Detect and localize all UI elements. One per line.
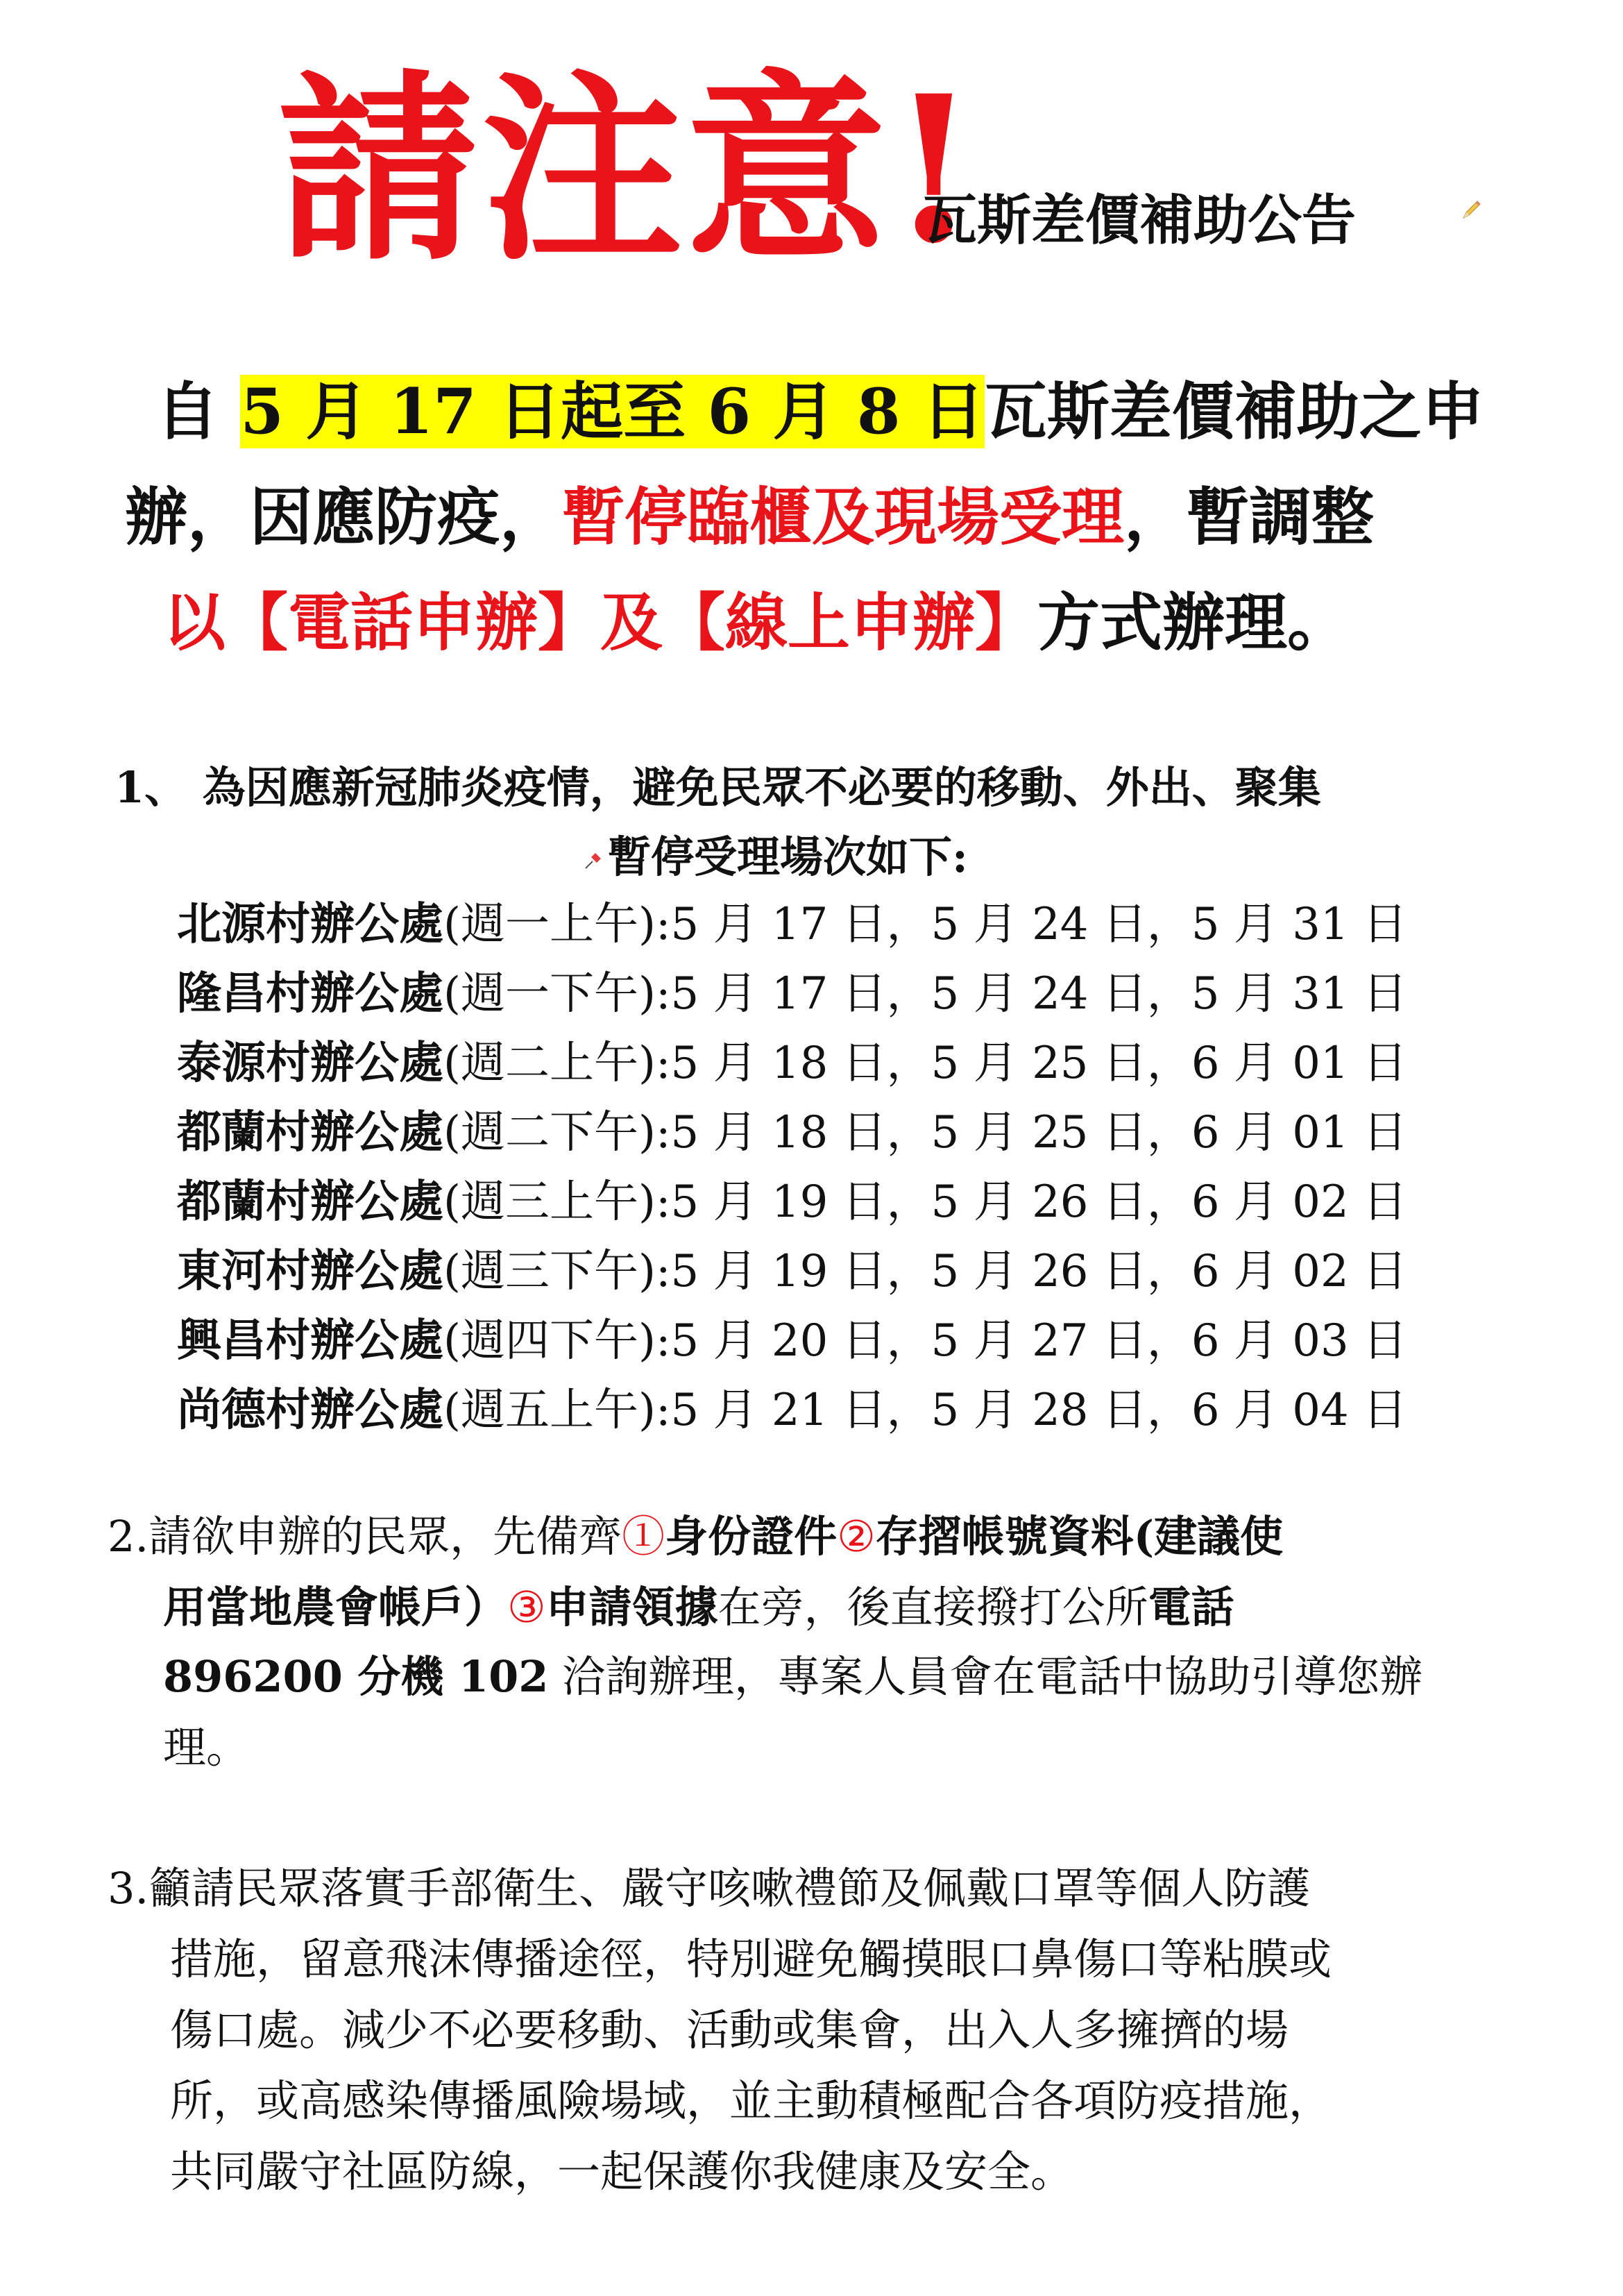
schedule-row <box>177 1306 1407 1376</box>
lead-line-1 <box>156 375 1484 448</box>
suspended-dates: :5 月 20 日，5 月 27 日，6 月 03 日 <box>655 1315 1408 1367</box>
time-slot: (週二上午) <box>443 1038 656 1089</box>
section-2-text: 在旁，後直接撥打公所 <box>717 1582 1148 1632</box>
office-name: 都蘭村辦公處 <box>177 1176 443 1228</box>
section-1-subheading <box>583 822 968 884</box>
suspended-dates: :5 月 19 日，5 月 26 日，6 月 02 日 <box>655 1176 1408 1228</box>
lead-suffix: ，暫調整 <box>1124 480 1374 554</box>
time-slot: (週一下午) <box>443 968 656 1020</box>
schedule-row <box>177 1376 1407 1445</box>
time-slot: (週三上午) <box>443 1176 656 1228</box>
office-name: 北源村辦公處 <box>177 898 443 950</box>
lead-suffix: 方式辦理。 <box>1037 586 1350 659</box>
lead-prefix: 辦，因應防疫， <box>125 480 562 554</box>
time-slot: (週四下午) <box>443 1315 656 1367</box>
item-id-card: 身份證件 <box>665 1511 838 1562</box>
suspended-dates: :5 月 18 日，5 月 25 日，6 月 01 日 <box>655 1107 1408 1158</box>
application-methods: 以【電話申辦】及【線上申辦】 <box>163 586 1037 659</box>
section-3-line-4: 所，或高感染傳播風險場域，並主動積極配合各項防疫措施， <box>170 2075 1332 2126</box>
circled-number-2: ② <box>837 1511 876 1562</box>
item-passbook-cont: 用當地農會帳戶） <box>163 1582 508 1632</box>
pencil-icon <box>1461 200 1481 221</box>
section-2-text: 2.請欲申辦的民眾，先備齊 <box>108 1511 622 1562</box>
suspension-notice: 暫停臨櫃及現場受理 <box>562 480 1124 554</box>
time-slot: (週三下午) <box>443 1246 656 1297</box>
schedule-row <box>177 1167 1407 1237</box>
office-name: 尚德村辦公處 <box>177 1384 443 1436</box>
section-2-line-2 <box>163 1582 1234 1632</box>
section-1-subheading-text: 暫停受理場次如下: <box>608 832 968 882</box>
schedule-row <box>177 1029 1407 1098</box>
suspension-schedule <box>177 890 1407 1445</box>
section-2-text: 洽詢辦理，專案人員會在電話中協助引導您辦 <box>548 1651 1423 1702</box>
main-title: 請注意! <box>278 52 981 288</box>
schedule-row <box>177 959 1407 1029</box>
suspended-dates: :5 月 21 日，5 月 28 日，6 月 04 日 <box>655 1385 1408 1436</box>
highlighted-date-range: 5 月 17 日起至 6 月 8 日 <box>240 375 985 448</box>
office-name: 都蘭村辦公處 <box>177 1106 443 1158</box>
section-3-line-2: 措施，留意飛沫傳播途徑，特別避免觸摸眼口鼻傷口等粘膜或 <box>170 1934 1332 1984</box>
office-name: 興昌村辦公處 <box>177 1315 443 1367</box>
announcement-subtitle: 瓦斯差價補助公告 <box>923 189 1357 252</box>
circled-number-3: ③ <box>507 1582 546 1632</box>
lead-suffix: 瓦斯差價補助之申 <box>984 375 1484 448</box>
phone-number: 896200 分機 102 <box>163 1651 549 1702</box>
item-receipt: 申請領據 <box>545 1582 718 1632</box>
pushpin-icon <box>583 850 604 871</box>
circled-number-1: ① <box>622 1511 665 1562</box>
suspended-dates: :5 月 17 日，5 月 24 日，5 月 31 日 <box>655 968 1408 1020</box>
lead-line-2 <box>125 480 1374 554</box>
time-slot: (週一上午) <box>443 899 656 950</box>
lead-line-3 <box>163 586 1350 659</box>
section-3-line-5: 共同嚴守社區防線，一起保護你我健康及安全。 <box>170 2146 1074 2197</box>
section-3-line-3: 傷口處。減少不必要移動、活動或集會，出入人多擁擠的場 <box>170 2004 1289 2055</box>
time-slot: (週五上午) <box>443 1385 656 1436</box>
phone-label: 電話 <box>1148 1582 1234 1632</box>
office-name: 隆昌村辦公處 <box>177 968 443 1020</box>
office-name: 東河村辦公處 <box>177 1245 443 1297</box>
section-2-line-1 <box>108 1511 1284 1562</box>
item-passbook: 存摺帳號資料(建議使 <box>875 1511 1284 1562</box>
suspended-dates: :5 月 19 日，5 月 26 日，6 月 02 日 <box>655 1246 1408 1297</box>
section-3-line-1: 3.籲請民眾落實手部衛生、嚴守咳嗽禮節及佩戴口罩等個人防護 <box>108 1863 1311 1914</box>
suspended-dates: :5 月 17 日，5 月 24 日，5 月 31 日 <box>655 899 1408 950</box>
section-1-intro: 1、 為因應新冠肺炎疫情，避免民眾不必要的移動、外出、聚集 <box>114 762 1321 813</box>
time-slot: (週二下午) <box>443 1107 656 1158</box>
schedule-row <box>177 1237 1407 1306</box>
lead-prefix: 自 <box>156 375 241 448</box>
suspended-dates: :5 月 18 日，5 月 25 日，6 月 01 日 <box>655 1038 1408 1089</box>
schedule-row <box>177 890 1407 959</box>
office-name: 泰源村辦公處 <box>177 1037 443 1089</box>
schedule-row <box>177 1098 1407 1167</box>
section-2-line-3 <box>163 1651 1423 1702</box>
section-2-line-4: 理。 <box>163 1722 250 1773</box>
